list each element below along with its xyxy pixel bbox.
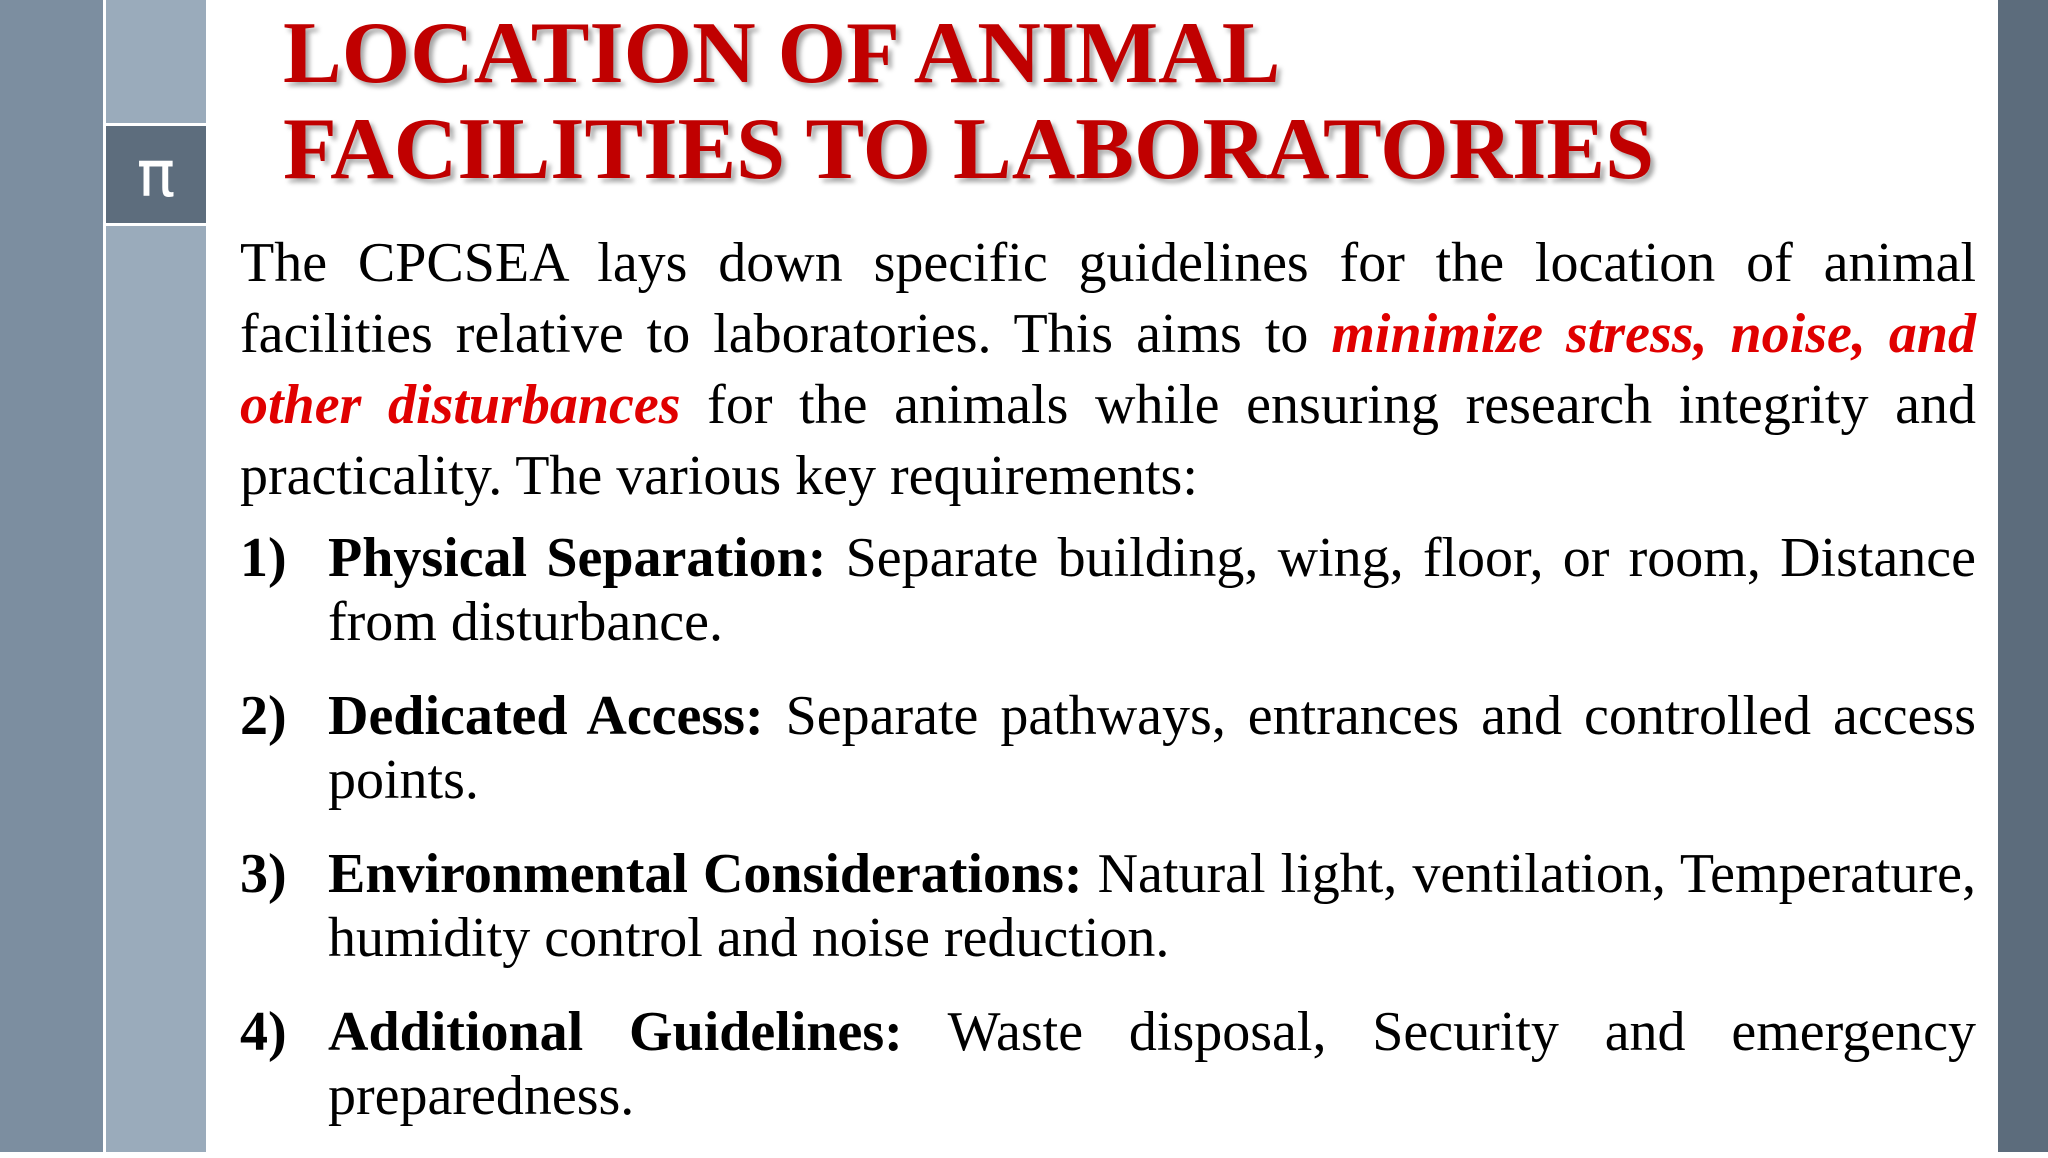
title-line-1: LOCATION OF ANIMAL <box>283 5 1281 102</box>
requirement-item <box>240 684 1976 812</box>
sidebar-outer-band <box>0 0 103 1152</box>
title-line-2: FACILITIES TO LABORATORIES <box>283 101 1655 198</box>
slide-body <box>240 228 1976 1158</box>
requirement-term: Dedicated Access: <box>328 685 764 747</box>
requirement-text: Separate building, wing, floor, or room, Distance from disturbance. <box>328 527 1976 653</box>
requirement-text: Natural light, ventilation, Temperature, humidity control and noise reduction. <box>328 843 1977 969</box>
right-edge-band <box>1998 0 2048 1152</box>
requirement-text: Waste disposal, Security and emergency preparedness. <box>328 1001 1976 1127</box>
intro-emphasis: minimize stress, noise, and other disturbances <box>240 303 1977 436</box>
intro-text-after: for the animals while ensuring research integrity and practicality. The various key requirements: <box>240 374 1977 507</box>
requirement-term: Additional Guidelines: <box>328 1001 903 1063</box>
requirements-list <box>240 526 1976 1128</box>
intro-text-before: The CPCSEA lays down specific guidelines for the location of animal facilities relative to laboratories. This aims to <box>240 232 1976 365</box>
slide-title <box>283 6 1983 198</box>
requirement-number: 4) <box>240 1001 287 1063</box>
requirement-item <box>240 842 1976 970</box>
intro-paragraph <box>240 228 1976 512</box>
requirement-item <box>240 526 1976 654</box>
requirement-number: 1) <box>240 527 287 589</box>
requirement-number: 3) <box>240 843 287 905</box>
requirement-term: Environmental Considerations: <box>328 843 1083 905</box>
requirement-text: Separate pathways, entrances and controlled access points. <box>328 685 1976 811</box>
requirement-term: Physical Separation: <box>328 527 827 589</box>
requirement-number: 2) <box>240 685 287 747</box>
requirement-item <box>240 1000 1976 1128</box>
pi-icon: π <box>103 123 206 226</box>
